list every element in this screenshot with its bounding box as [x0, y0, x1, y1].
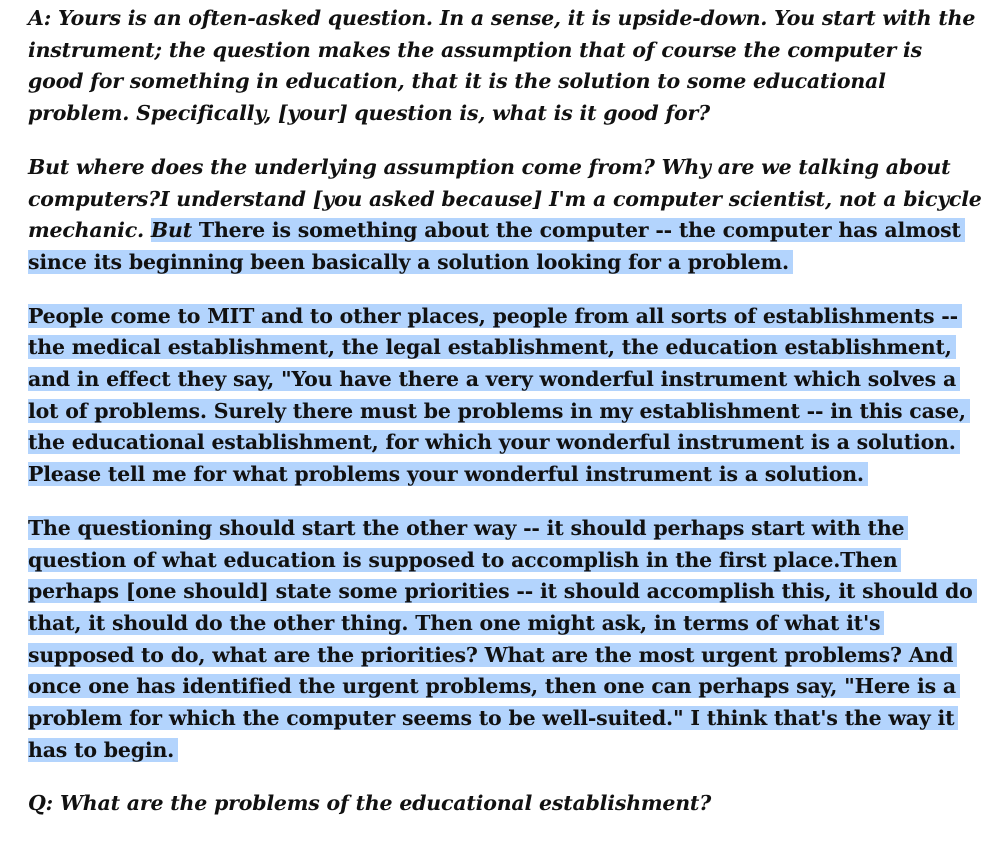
selected-italic-but: But — [150, 218, 192, 243]
answer-intro-text: A: Yours is an often-asked question. In a sense, it is upside-down. You start with the instrument; the question makes the assumption that of course the computer is good for something in education, that it is the solution to some educational problem. Specifically, [your] question is, what is it good for? — [28, 6, 976, 126]
selected-solution-text: There is something about the computer -- the computer has almost since its beginning been basically a solution looking for a problem. — [28, 218, 961, 274]
selected-text[interactable] — [28, 218, 965, 274]
assumption-paragraph — [28, 152, 984, 279]
interview-text — [28, 3, 984, 842]
selected-people-text[interactable]: People come to MIT and to other places, people from all sorts of establishments -- the medical establishment, the legal establishment, the education establishment, and in effect they say, "You have there a very wonderful instrument which solves a lot of problems. Surely there must be problems in my establishment -- in this case, the educational establishment, for which your wonderful instrument is a solution. Please tell me for what problems your wonderful instrument is a solution. — [28, 304, 970, 487]
people-paragraph — [28, 301, 984, 491]
assumption-italic-text: But where does the underlying assumption come from? Why are we talking about computers?I understand [you asked because] I'm a computer scientist, not a bicycle mechanic. — [28, 154, 982, 243]
answer-paragraph — [28, 3, 984, 130]
next-question-paragraph — [28, 788, 984, 820]
next-question-text: Q: What are the problems of the educational establishment? — [28, 791, 712, 816]
questioning-paragraph — [28, 513, 984, 767]
selected-questioning-text[interactable]: The questioning should start the other way -- it should perhaps start with the question of what education is supposed to accomplish in the first place.Then perhaps [one should] state some priorities -- it should accomplish this, it should do that, it should do the other thing. Then one might ask, in terms of what it's supposed to do, what are the priorities? What are the most urgent problems? And once one has identified the urgent problems, then one can perhaps say, "Here is a problem for which the computer seems to be well-suited." I think that's the way it has to begin. — [28, 516, 977, 762]
